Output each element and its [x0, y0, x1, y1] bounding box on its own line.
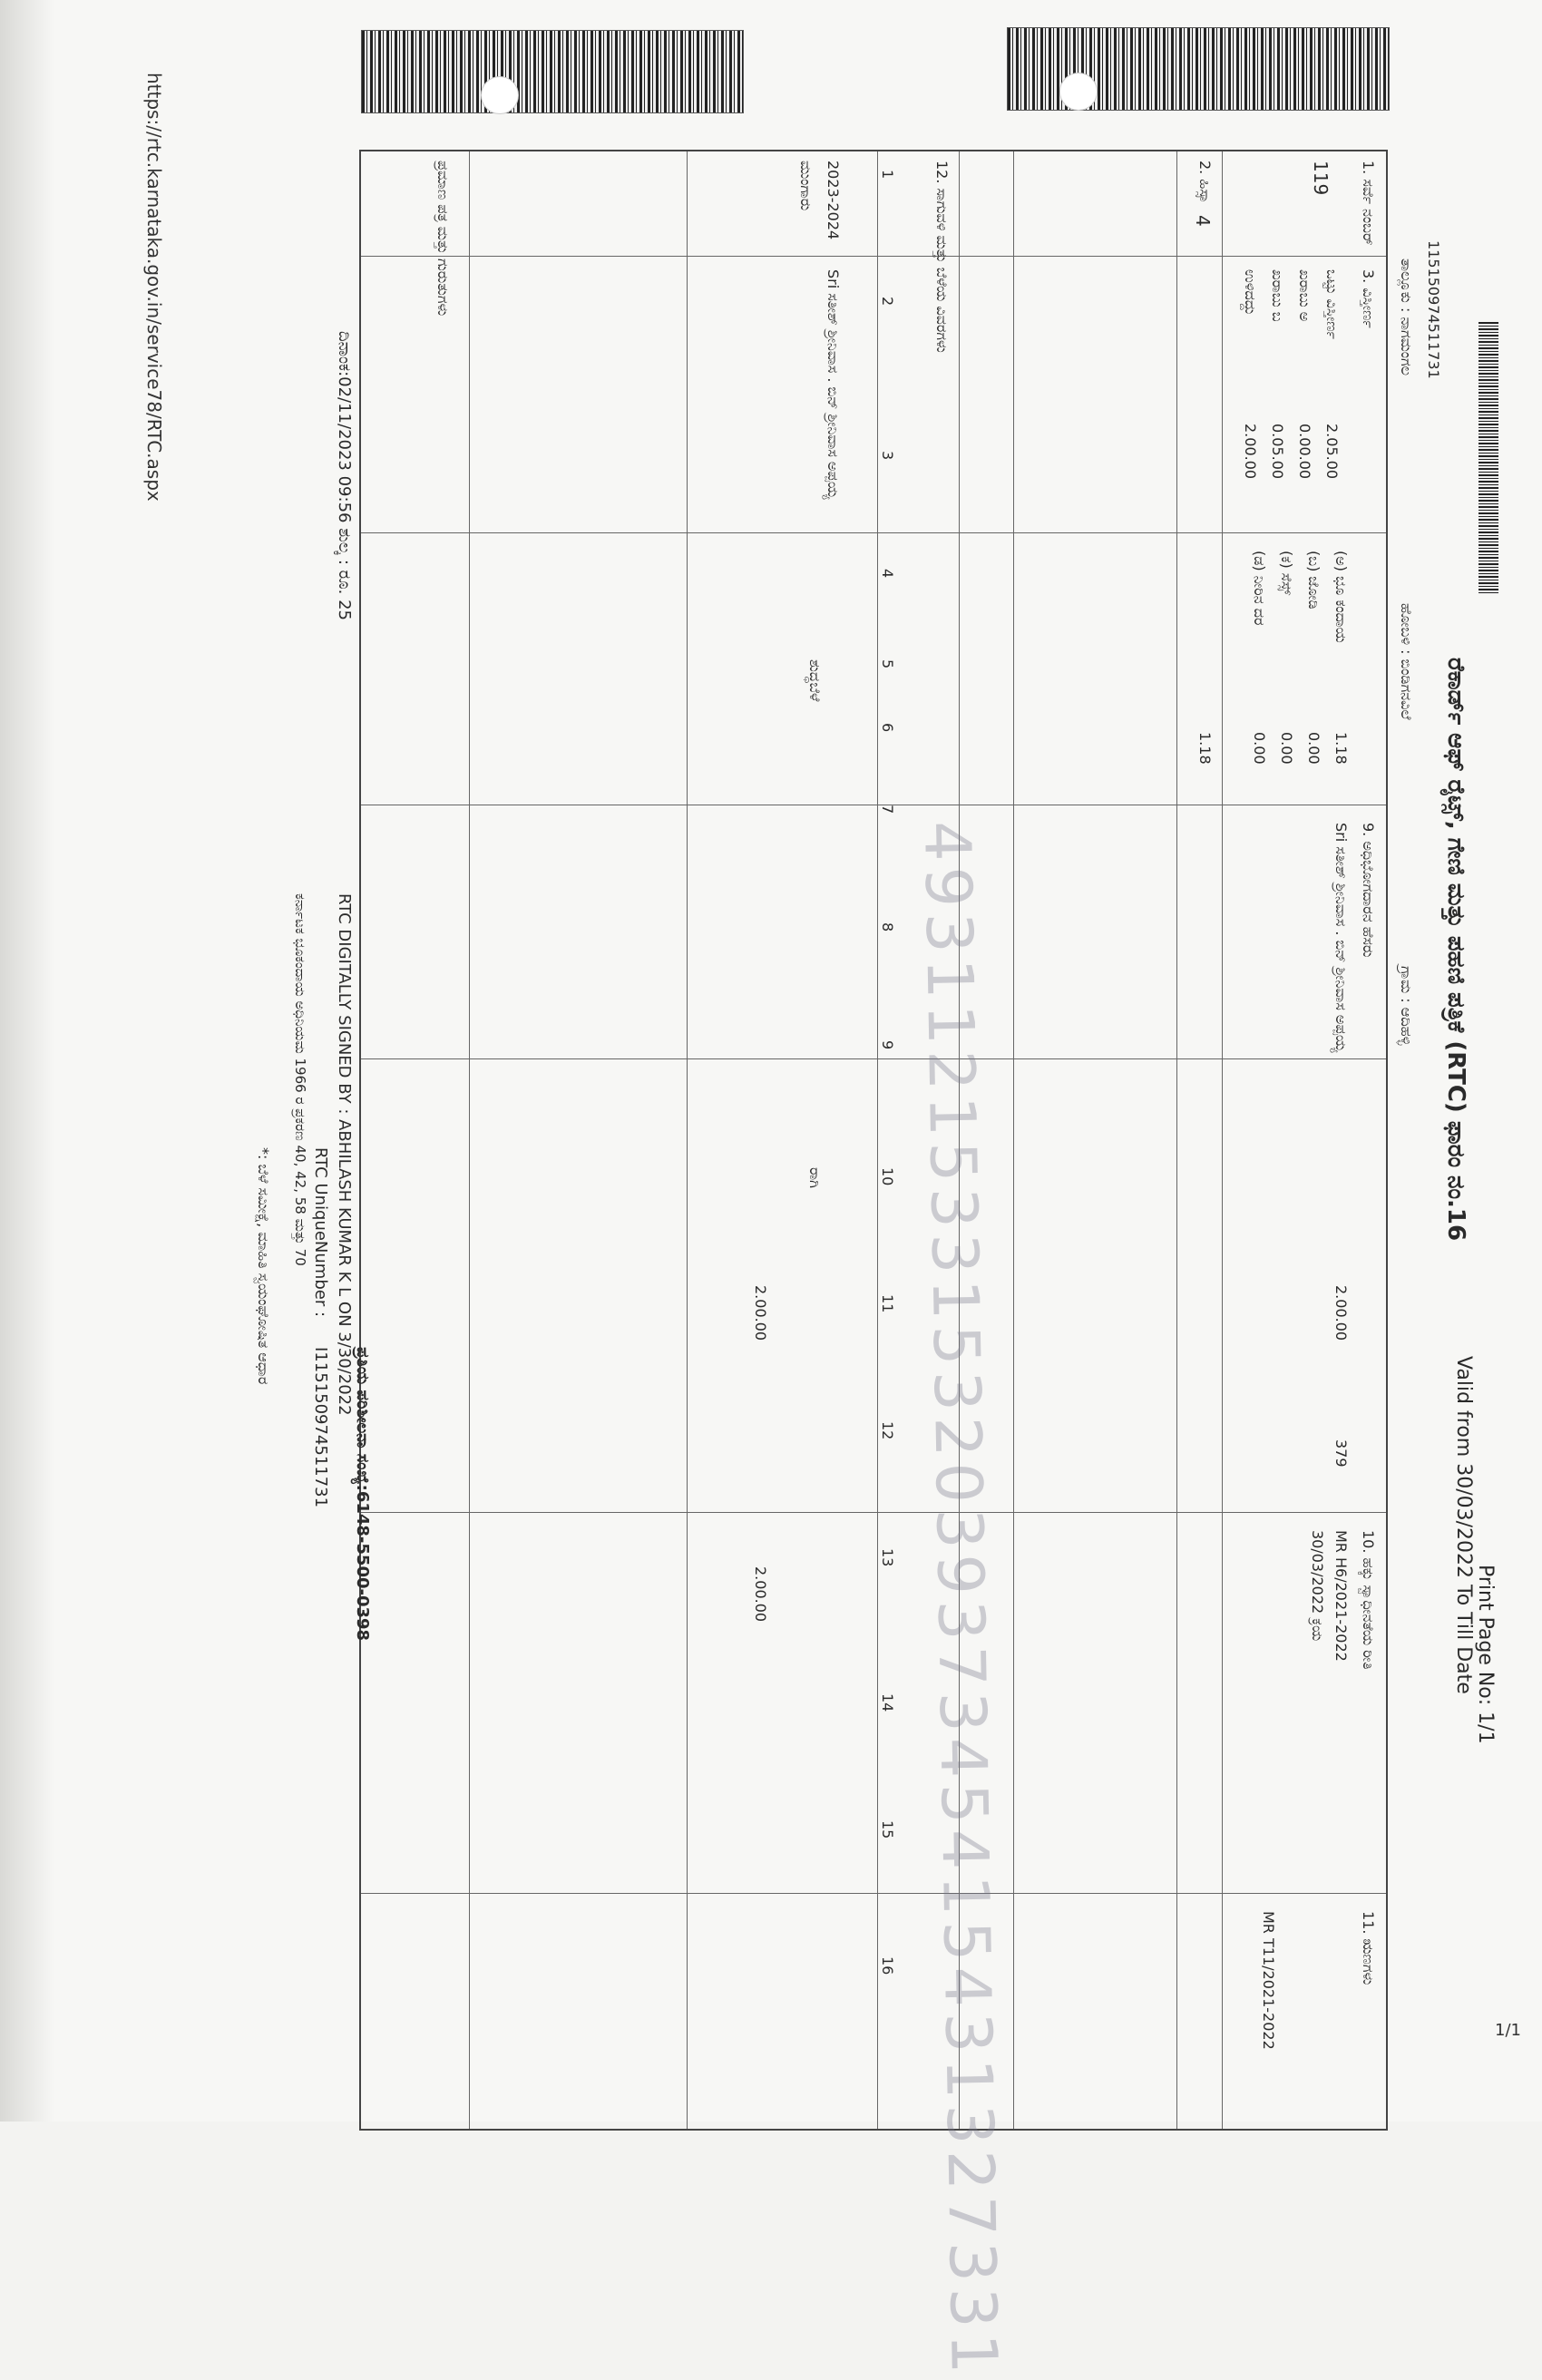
tax-row-value: 0.00 [1278, 732, 1295, 765]
crop-column-number: 16 [879, 1956, 896, 1975]
crop-column-number: 6 [879, 723, 896, 733]
rtc-document [255, 150, 1497, 2380]
print-date: ದಿನಾಂಕ:02/11/2023 09:56 ಶುಲ್ಕ : ರೂ. 25 [335, 331, 354, 621]
area-row-label: ಖರಾಬು ಬ [1269, 269, 1286, 322]
hobli: ಹೋಬಳಿ : ಬಿಂಡಿಗನವಿಲೆ [1398, 603, 1415, 720]
punch-hole [481, 76, 519, 114]
vertical-barcode [1479, 322, 1498, 594]
tax-row-label: (ಬ) ಜೋಡಿ [1305, 551, 1322, 610]
crop-column-number: 2 [879, 297, 896, 307]
digital-signature: RTC DIGITALLY SIGNED BY : ABHILASH KUMAR K L ON 3/30/2022 [335, 893, 354, 1416]
crop-column-number: 15 [879, 1820, 896, 1839]
barcode-left [361, 30, 744, 113]
liabilities-value: MR T11/2021-2022 [1260, 1911, 1277, 2050]
tax-row-label: (ಡ) ನೀರಿನ ದರ [1251, 551, 1268, 626]
area-row-label: ಖರಾಬು ಅ [1296, 269, 1313, 322]
mutation-number: MR H6/2021-2022 [1332, 1530, 1350, 1662]
crop-cultivator: Sri ಸತೀಶ್ ಶ್ರೀನಿವಾಸ . ಬಿನ್ ಶ್ರೀನಿವಾಸ ಅಪ್ಪಯ್ಯ [825, 269, 842, 500]
crop-type: ಶುದ್ಧಬೆಳೆ [806, 659, 824, 702]
crop-survey-note: *: ಬೆಳೆ ಸಮೀಕ್ಷೆ, ಮಾಹಿತಿ ಸ್ವಯಂಘೋಷಿತ ಆಧಾರ [255, 1147, 272, 1385]
crop-column-number: 5 [879, 659, 896, 669]
verification-stamp: 4931121533153203937345415431327331 [910, 820, 1011, 2380]
area-row-value: 0.05.00 [1269, 424, 1286, 480]
tax-row-label: (ಅ) ಭೂ ಕಂದಾಯ [1332, 551, 1350, 643]
owner-name: Sri ಸತೀಶ್ ಶ್ರೀನಿವಾಸ . ಬಿನ್ ಶ್ರೀನಿವಾಸ ಅಪ್ಪಯ್ಯ [1332, 823, 1350, 1053]
crop-table-heading: 12. ಸಾಗುವಳಿ ಮತ್ತು ಬೆಳೆಯ ವಿವರಗಳು [933, 161, 951, 353]
hissa-label: 2. ಹಿಸ್ಸಾ [1196, 161, 1214, 204]
crop-column-number: 12 [879, 1421, 896, 1440]
area-row-value: 2.05.00 [1323, 424, 1341, 480]
crop-column-number: 10 [879, 1167, 896, 1186]
tax-row-value: 0.00 [1251, 732, 1268, 765]
verification-code: ಪ್ರತಿಯ ಪರಿಶೀಲನಾ ಸಂಖ್ಯೆ:6148-5500-0398 [353, 1347, 372, 1642]
crop-extent-10: 2.00.00 [752, 1285, 769, 1341]
left-footnote: ಪ್ರಮಾಣ ಪತ್ರ ಮತ್ತು ಗುರುತುಗಳು [434, 161, 452, 317]
crop-column-number: 13 [879, 1548, 896, 1567]
crop-column-number: 1 [879, 170, 896, 180]
crop-column-number: 8 [879, 922, 896, 932]
page-count: 1/1 [1495, 2021, 1521, 2040]
top-id: 115150974511731 [1425, 240, 1442, 379]
crop-year: 2023-2024 [825, 161, 842, 240]
survey-no: 119 [1310, 161, 1332, 196]
unique-number-label: RTC UniqueNumber : [311, 1147, 330, 1318]
owner-extent: 2.00.00 [1332, 1285, 1350, 1341]
act-note: ಕರ್ನಾಟಕ ಭೂಕಂದಾಯ ಅಧಿನಿಯಮ 1966 ರ ಪ್ರಕರಣ 40, 42, 58 ಮತ್ತು 70 [292, 893, 308, 1266]
mutation-label: 10. ಹಕ್ಕು ಸ್ವಾಧೀನತೆಯ ರೀತಿ [1360, 1530, 1377, 1670]
liabilities-label: 11. ಋಣಗಳು [1360, 1911, 1377, 1985]
crop-column-number: 11 [879, 1294, 896, 1313]
tax-row-label: (ಕ) ಸೆಸ್ಸ್ [1278, 551, 1295, 596]
area-row-value: 2.00.00 [1242, 424, 1259, 480]
crop-name: ರಾಗಿ [806, 1167, 824, 1188]
unique-number: I115150974511731 [311, 1347, 330, 1508]
area-row-label: ಒಟ್ಟು ವಿಸ್ತೀರ್ಣ [1323, 269, 1341, 339]
hissa: 4 [1192, 215, 1214, 227]
village: ಗ್ರಾಮ : ಆದಿಹಳ್ಳಿ [1398, 966, 1415, 1046]
document-title: ರೆಕಾರ್ಡ್ ಆಫ್ ರೈಟ್ಸ್, ಗೇಣಿ ಮತ್ತು ಪಹಣಿ ಪತ್ರಿಕೆ (RTC) ಫಾರಂ ನಂ.16 [1442, 658, 1469, 1242]
crop-extent-12: 2.00.00 [752, 1566, 769, 1623]
area-label: 3. ವಿಸ್ತೀರ್ಣ [1360, 269, 1377, 328]
tax-row-value: 1.18 [1332, 732, 1350, 765]
punch-hole [1059, 73, 1098, 111]
tax-row-value: 0.00 [1305, 732, 1322, 765]
area-row-label: ಉಳಿದದ್ದು [1242, 269, 1259, 316]
crop-column-number: 14 [879, 1693, 896, 1712]
validity-period: Valid from 30/03/2022 To Till Date [1452, 1356, 1475, 1694]
crop-column-number: 3 [879, 451, 896, 461]
crop-column-number: 9 [879, 1040, 896, 1050]
area-row-value: 0.00.00 [1296, 424, 1313, 480]
crop-season: ಮುಂಗಾರು [797, 161, 815, 211]
rtc-grid [359, 150, 1388, 2131]
page-url[interactable]: https://rtc.karnataka.gov.in/service78/RTC.aspx [143, 73, 165, 502]
page-edge-shadow [0, 0, 54, 2122]
owner-name-label: 9. ಅಧಿಭೋಗದಾರನ ಹೆಸರು [1360, 823, 1377, 958]
survey-no-label: 1. ಸರ್ವೆ ನಂಬರ್ [1360, 161, 1377, 246]
khata-number: 379 [1332, 1439, 1350, 1468]
mutation-date: 30/03/2022 ಕ್ರಯ [1309, 1530, 1326, 1642]
taluk: ತಾಲ್ಲೂಕು : ನಾಗಮಂಗಲ [1398, 258, 1415, 376]
print-page-number: Print Page No: 1/1 [1474, 1565, 1497, 1744]
crop-column-number: 4 [879, 569, 896, 579]
tax-total: 1.18 [1196, 732, 1214, 765]
crop-column-number: 7 [879, 805, 896, 814]
